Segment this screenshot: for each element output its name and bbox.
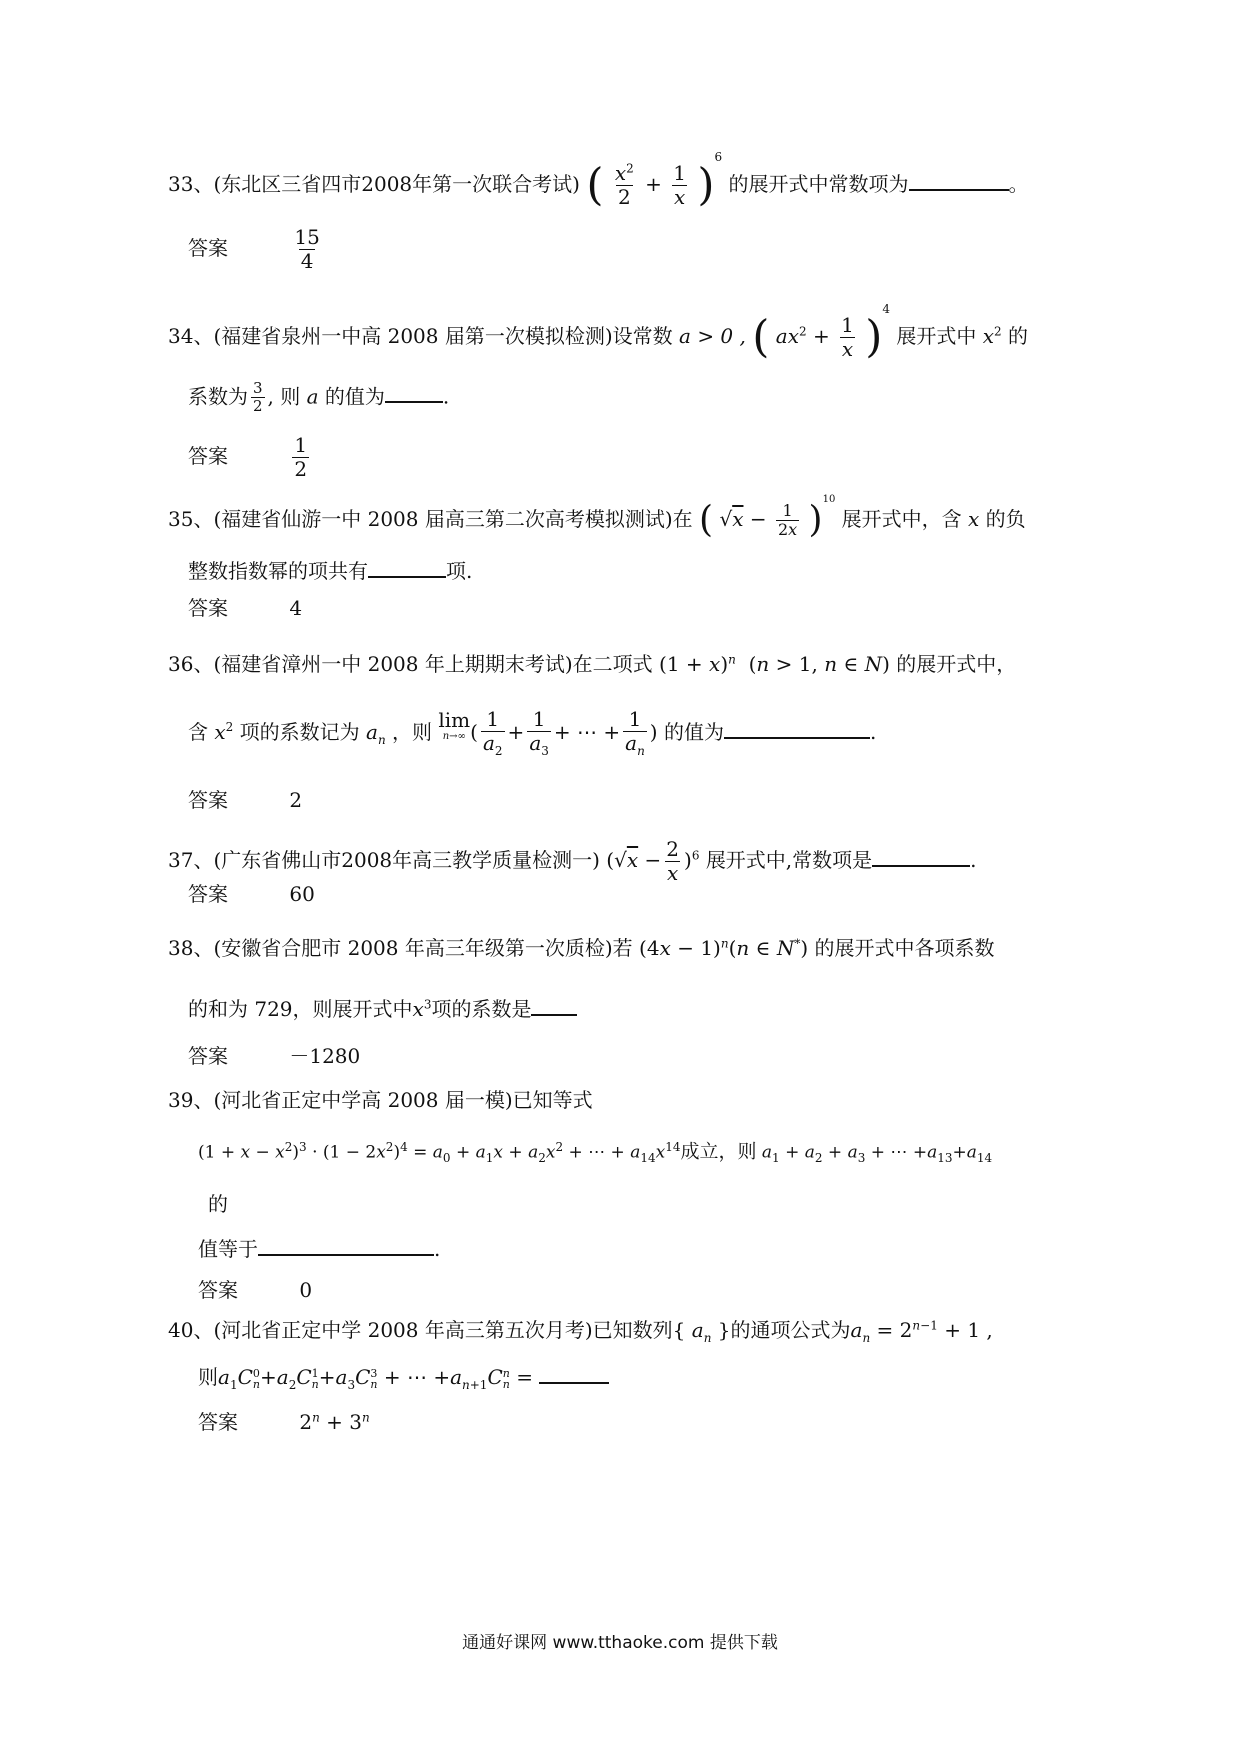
- q33-end: 。: [1008, 172, 1029, 196]
- q36-line2d: 的值为: [663, 719, 724, 744]
- answer-fraction: [292, 226, 321, 273]
- q35-line2-end: 项.: [446, 559, 473, 583]
- q40-tail: 的通项公式为: [730, 1318, 851, 1342]
- q39-line3: 的: [208, 1192, 228, 1216]
- q38-line2a: 的和为 729，则展开式中: [188, 997, 413, 1021]
- q36-line2: 含 $x^2$ 项的系数记为 $a_n$ ，则 lim n→∞ ( $\frac{1}{a_2}$ + $\frac{1}{a_3}$ + ⋯ + $\frac{1}{a_n}$ ) 的值为 .: [188, 707, 877, 758]
- q33-source: 33、(东北区三省四市2008年第一次联合考试): [168, 172, 580, 196]
- answer-blank: [258, 1236, 434, 1256]
- q36-source: 36、(福建省漳州一中 2008 年上期期末考试)在二项式: [168, 652, 653, 676]
- fraction: $\frac{1}{a_3}$: [529, 707, 549, 758]
- q33-line: 33、(东北区三省四市2008年第一次联合考试) ( $\frac{x^2}{2}$ + $\frac{1}{x}$ )$^6$ 的展开式中常数项为 。: [168, 150, 1029, 211]
- q35-line2: 整数指数幂的项共有: [188, 559, 368, 583]
- fraction: $\frac{1}{x}$: [841, 313, 854, 361]
- q39-line: [168, 1088, 593, 1112]
- q35-tail2: 的负: [985, 507, 1026, 531]
- q37-source: 37、(广东省佛山市2008年高三教学质量检测一): [168, 848, 600, 872]
- q34-line2c: 的值为: [324, 384, 385, 409]
- answer-label: 答案: [188, 882, 228, 906]
- paren-left: (: [752, 311, 770, 363]
- q36-tail: 的展开式中，: [896, 652, 1017, 676]
- q39-line4: [198, 1236, 440, 1261]
- q38-tail: 的展开式中各项系数: [814, 936, 995, 960]
- answer-denominator: 2: [294, 457, 308, 481]
- q40-answer: [198, 1410, 370, 1434]
- q39-line4: 值等于: [198, 1237, 258, 1261]
- answer-value: 4: [289, 596, 303, 620]
- q40-line2a: 则: [198, 1365, 218, 1389]
- q37-end: .: [970, 848, 977, 872]
- fraction: $\frac{3}{2}$: [253, 379, 263, 416]
- q34-tail2: 的: [1008, 324, 1028, 348]
- answer-numerator: 15: [294, 225, 320, 249]
- q40-source: 40、(河北省正定中学 2008 年高三第五次月考)已知数列: [168, 1318, 673, 1342]
- q34-cond: a > 0 ,: [679, 324, 746, 348]
- answer-blank: [531, 996, 577, 1016]
- q36-line2a: 含: [188, 719, 208, 744]
- q35-line2: [188, 558, 472, 583]
- q36-answer: [188, 788, 302, 812]
- paren-right: ): [697, 159, 715, 211]
- q36-end: .: [869, 719, 877, 744]
- answer-label: 答案: [188, 236, 228, 260]
- q34-source: 34、(福建省泉州一中高 2008 届第一次模拟检测)设常数: [168, 324, 673, 348]
- q39-equation: $(1 + x - x^2)^3 \cdot (1 - 2x^2)^4 = a_0 + a_1x + a_2x^2$ + ⋯ + $a_{14}x^{14}$成立，则 $a_1 + a_2 + a_3$ + ⋯ $+a_{13}+a_{14}$: [198, 1140, 993, 1166]
- answer-blank: [368, 558, 446, 578]
- q38-line2b: 项的系数是: [431, 997, 532, 1021]
- q36-line2c: ，则: [392, 719, 433, 744]
- answer-value: 2: [289, 788, 303, 812]
- answer-numerator: 1: [294, 433, 308, 457]
- q38-answer: [188, 1044, 360, 1068]
- q39-eq-mid: 成立，则: [680, 1140, 757, 1163]
- answer-blank: [909, 171, 1009, 191]
- q36-line: 36、(福建省漳州一中 2008 年上期期末考试)在二项式 $(1 + x)^n$ (n > 1, n ∈ N) 的展开式中，: [168, 652, 1017, 676]
- answer-label: 答案: [188, 444, 228, 468]
- answer-label: 答案: [188, 596, 228, 620]
- q39-line3: [208, 1192, 228, 1216]
- q34-line2b: , 则: [267, 384, 301, 409]
- page-footer: 通通好课网 www.tthaoke.com 提供下载: [462, 1633, 778, 1653]
- answer-value: －1280: [289, 1044, 361, 1068]
- q38-source: 38、(安徽省合肥市 2008 年高三年级第一次质检)若: [168, 936, 633, 960]
- q35-source: 35、(福建省仙游一中 2008 届高三第二次高考模拟测试)在: [168, 507, 693, 531]
- answer-fraction: [292, 434, 309, 481]
- q34-answer: [188, 434, 312, 481]
- answer-blank: [872, 847, 970, 867]
- answer-blank: [724, 719, 870, 739]
- answer-denominator: 4: [300, 249, 314, 273]
- q37-answer: [188, 882, 315, 906]
- q35-tail: 展开式中，含: [841, 507, 962, 531]
- q39-answer: [198, 1278, 312, 1302]
- q34-line2: 系数为 $\frac{3}{2}$ , 则 a 的值为 .: [188, 379, 450, 416]
- q34-tail: 展开式中: [896, 324, 977, 348]
- q39-end: .: [434, 1237, 441, 1261]
- answer-label: 答案: [198, 1410, 238, 1434]
- answer-value: $2^n + 3^n$: [299, 1410, 370, 1434]
- q36-line2b: 项的系数记为: [239, 719, 360, 744]
- fraction: $\frac{1}{x}$: [673, 161, 686, 209]
- answer-blank: [385, 383, 443, 403]
- q38-line2: 的和为 729，则展开式中$x^3$项的系数是: [188, 996, 577, 1021]
- answer-value: 0: [299, 1278, 313, 1302]
- q39-source: 39、(河北省正定中学高 2008 届一模)已知等式: [168, 1088, 593, 1112]
- q35-line: 35、(福建省仙游一中 2008 届高三第二次高考模拟测试)在 ( √x − $\frac{1}{2x}$ )$^{10}$ 展开式中，含 x 的负: [168, 494, 1026, 541]
- answer-label: 答案: [198, 1278, 238, 1302]
- q33-tail: 的展开式中常数项为: [728, 172, 909, 196]
- q40-line2: 则$a_1C$ 0 n $+a_2C$ 1 n $+a_3C$ 3 n + ⋯ $+a_{n+1}C$ n n =: [198, 1364, 609, 1392]
- fraction: $\frac{1}{2x}$: [777, 500, 798, 539]
- answer-value: 60: [289, 882, 315, 906]
- q34-line: 34、(福建省泉州一中高 2008 届第一次模拟检测)设常数 a > 0 , ( $ax^2$ + $\frac{1}{x}$ )$^4$ 展开式中 $x^2$ 的: [168, 302, 1028, 363]
- fraction: $\frac{x^2}{2}$: [614, 161, 634, 209]
- paren-right: ): [808, 499, 823, 541]
- q34-line2a: 系数为: [188, 384, 248, 409]
- fraction: $\frac{2}{x}$: [666, 837, 679, 885]
- paren-left: (: [586, 159, 604, 211]
- fraction: $\frac{1}{a_n}$: [625, 707, 645, 758]
- answer-blank: [539, 1364, 609, 1384]
- q37-tail: 展开式中,常数项是: [705, 848, 873, 872]
- q37-line: 37、(广东省佛山市2008年高三教学质量检测一) (√x − $\frac{2}{x}$ )$^6$ 展开式中,常数项是 .: [168, 837, 977, 885]
- q35-answer: [188, 596, 302, 620]
- q40-line: 40、(河北省正定中学 2008 年高三第五次月考)已知数列{ $a_n$ }的通项公式为$a_n = 2^{n-1} + 1$ ,: [168, 1318, 993, 1345]
- answer-label: 答案: [188, 788, 228, 812]
- q38-line: 38、(安徽省合肥市 2008 年高三年级第一次质检)若 $(4x - 1)^n(n$ ∈ N*) 的展开式中各项系数: [168, 936, 995, 960]
- paren-right: ): [865, 311, 883, 363]
- answer-label: 答案: [188, 1044, 228, 1068]
- q34-end: .: [442, 384, 450, 409]
- paren-left: (: [699, 499, 714, 541]
- fraction: $\frac{1}{a_2}$: [482, 707, 503, 758]
- q33-answer: [188, 226, 325, 273]
